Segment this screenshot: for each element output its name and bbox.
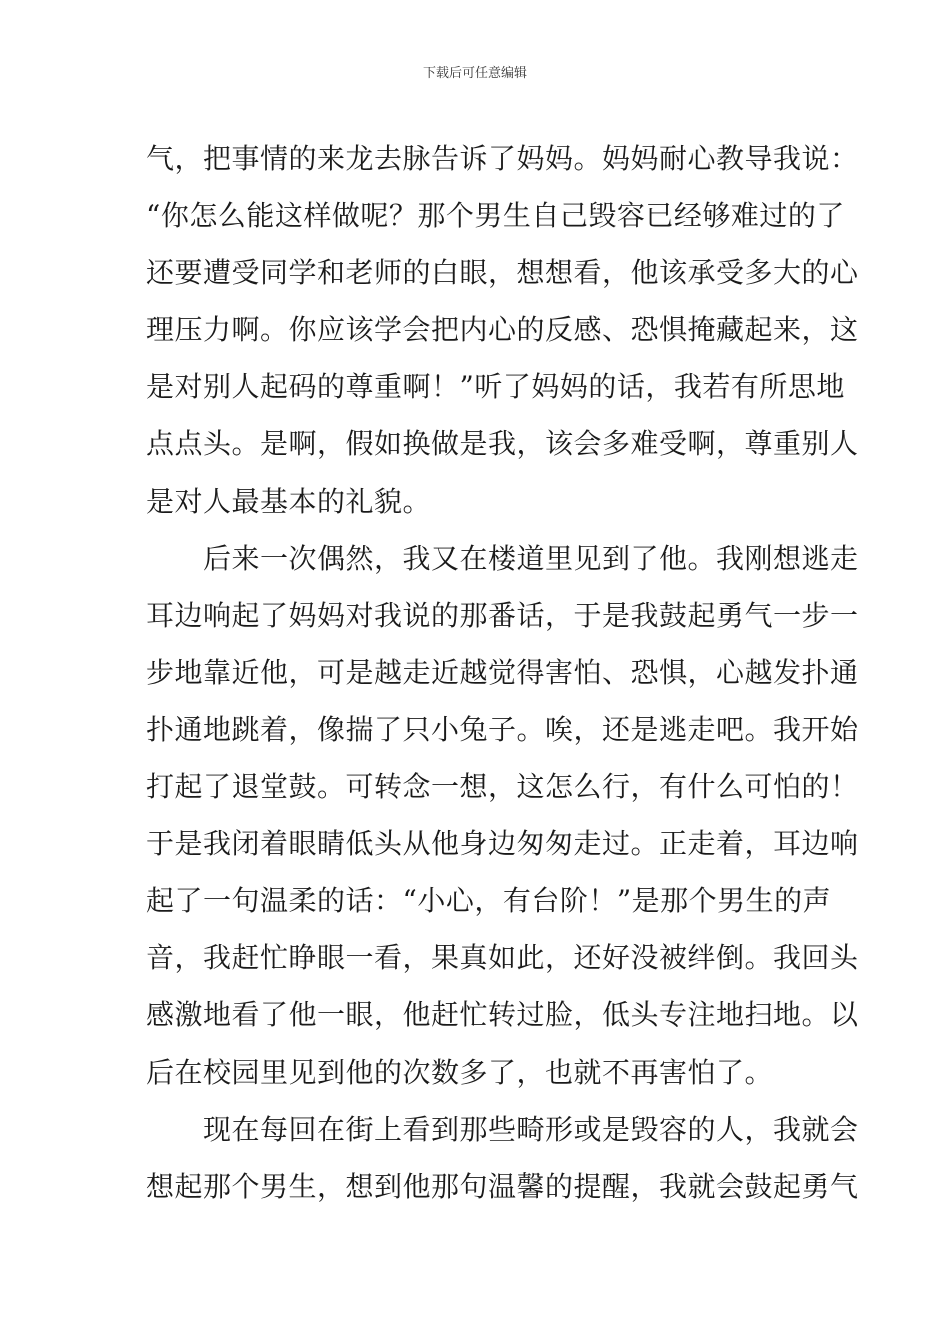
text-line: 打起了退堂鼓。可转念一想，这怎么行，有什么可怕的！ <box>146 770 859 804</box>
text-line: 耳边响起了妈妈对我说的那番话，于是我鼓起勇气一步一 <box>146 598 859 632</box>
document-body <box>146 134 859 1219</box>
text-line: 扑通地跳着，像揣了只小兔子。唉，还是逃走吧。我开始 <box>146 712 859 746</box>
text-line: 起了一句温柔的话：“小心，有台阶！”是那个男生的声 <box>146 884 832 918</box>
text-line: 现在每回在街上看到那些畸形或是毁容的人，我就会 <box>146 1112 859 1146</box>
text-line: 于是我闭着眼睛低头从他身边匆匆走过。正走着，耳边响 <box>146 827 859 861</box>
page-header: 下载后可任意编辑 <box>422 66 527 81</box>
text-line: 是对人最基本的礼貌。 <box>146 484 432 518</box>
text-line: 后在校园里见到他的次数多了，也就不再害怕了。 <box>146 1055 774 1089</box>
text-line: 想起那个男生，想到他那句温馨的提醒，我就会鼓起勇气 <box>146 1169 859 1203</box>
text-line: 是对别人起码的尊重啊！”听了妈妈的话，我若有所思地 <box>146 370 845 404</box>
text-line: 点点头。是啊，假如换做是我，该会多难受啊，尊重别人 <box>146 427 859 461</box>
text-line: 理压力啊。你应该学会把内心的反感、恐惧掩藏起来，这 <box>146 313 859 347</box>
text-line: 感激地看了他一眼，他赶忙转过脸，低头专注地扫地。以 <box>146 998 859 1032</box>
text-line: 还要遭受同学和老师的白眼，想想看，他该承受多大的心 <box>146 256 859 290</box>
text-line: “你怎么能这样做呢？那个男生自己毁容已经够难过的了 <box>146 199 845 233</box>
text-line: 步地靠近他，可是越走近越觉得害怕、恐惧，心越发扑通 <box>146 655 859 689</box>
text-line: 气，把事情的来龙去脉告诉了妈妈。妈妈耐心教导我说： <box>146 142 859 175</box>
text-line: 后来一次偶然，我又在楼道里见到了他。我刚想逃走 <box>146 541 859 575</box>
text-line: 音，我赶忙睁眼一看，果真如此，还好没被绊倒。我回头 <box>146 941 859 975</box>
